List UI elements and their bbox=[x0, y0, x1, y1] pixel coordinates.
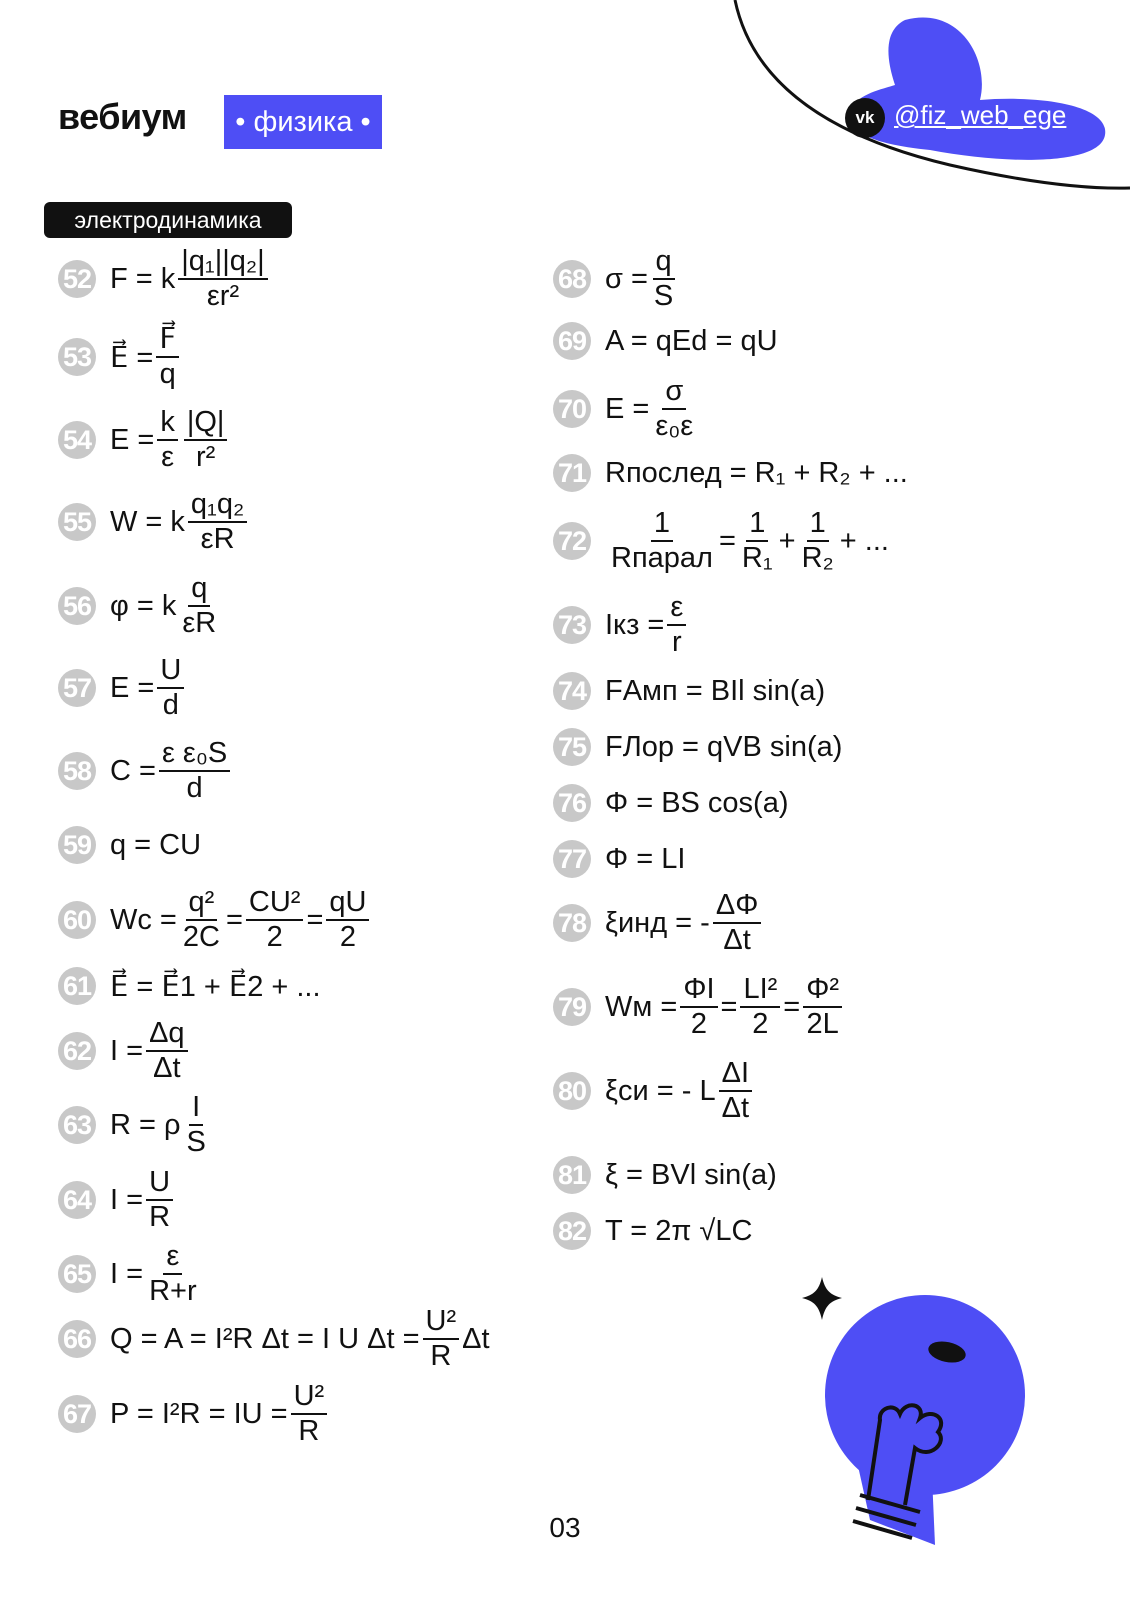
formula: I = $\frac{\varepsilon}{R+r}$ bbox=[110, 1239, 197, 1307]
formula-number: 78 bbox=[553, 904, 591, 942]
formula-number: 53 bbox=[58, 338, 96, 376]
formula-number: 71 bbox=[553, 454, 591, 492]
formula-number: 56 bbox=[58, 587, 96, 625]
formula: ξси = - L $\frac{\Delta I}{\Delta t}$ bbox=[605, 1055, 755, 1127]
formula-number: 52 bbox=[58, 260, 96, 298]
formula: Q = A = I²R Δt = I U Δt = $\frac{\text{U²}}{R}$ Δt bbox=[110, 1304, 490, 1372]
formula: E = $\frac{k}{\varepsilon}$ $\frac{|Q|}{\text{r²}}$ bbox=[110, 402, 230, 478]
formula-number: 76 bbox=[553, 784, 591, 822]
formula: Iкз = $\frac{\varepsilon}{r}$ bbox=[605, 589, 689, 661]
formula-number: 80 bbox=[553, 1072, 591, 1110]
formula-number: 57 bbox=[58, 669, 96, 707]
formula: I = $\frac{\Delta q}{\Delta t}$ bbox=[110, 1015, 191, 1087]
formula: Φ = BS cos(a) bbox=[605, 786, 789, 819]
vk-handle-link[interactable]: @fiz_web_ege bbox=[894, 100, 1067, 130]
formula: E⃗ = E⃗1 + E⃗2 + ... bbox=[110, 970, 321, 1003]
formula: Rпослед = R₁ + R₂ + ... bbox=[605, 456, 908, 489]
vk-icon[interactable]: vk bbox=[845, 98, 885, 138]
formula-number: 66 bbox=[58, 1320, 96, 1358]
formula-number: 75 bbox=[553, 728, 591, 766]
formula-number: 63 bbox=[58, 1106, 96, 1144]
formula-number: 58 bbox=[58, 752, 96, 790]
formula-number: 82 bbox=[553, 1212, 591, 1250]
formula: Wc = $\frac{\text{q²}}{2C}$ = $\frac{\text{CU²}}{2}$ = $\frac{qU}{2}$ bbox=[110, 882, 372, 958]
formula: φ = k $\frac{q}{\varepsilon R}$ bbox=[110, 571, 217, 639]
formula: $\frac{1}{\text{Rпарал}}$ = $\frac{1}{\text{R₁}}$ + $\frac{1}{\text{R₂}}$ + ... bbox=[611, 506, 889, 574]
formula: E = $\frac{U}{d}$ bbox=[110, 652, 187, 724]
formula: C = $\frac{\text{ε ε₀S}}{d}$ bbox=[110, 735, 233, 807]
formula: E = $\frac{\sigma}{\text{ε₀ε}}$ bbox=[605, 374, 694, 442]
formula: T = 2π √LC bbox=[605, 1214, 753, 1247]
brand-logo: вебиум bbox=[58, 96, 187, 137]
formula-number: 62 bbox=[58, 1032, 96, 1070]
page-number: 03 bbox=[549, 1512, 581, 1543]
formula-number: 81 bbox=[553, 1156, 591, 1194]
formula: A = qEd = qU bbox=[605, 324, 778, 357]
formula: ξ = BVl sin(a) bbox=[605, 1158, 777, 1191]
formula-number: 67 bbox=[58, 1395, 96, 1433]
subject-badge: • физика • bbox=[224, 95, 382, 149]
formula-number: 55 bbox=[58, 503, 96, 541]
formula-number: 64 bbox=[58, 1181, 96, 1219]
formula: R = ρ $\frac{I}{S}$ bbox=[110, 1090, 206, 1158]
formula: W = k $\frac{\text{q₁q₂}}{\varepsilon R}$ bbox=[110, 486, 250, 558]
section-title: электродинамика bbox=[44, 202, 292, 238]
formula: F = k $\frac{\text{|q₁||q₂|}}{\text{εr²}}$ bbox=[110, 246, 271, 312]
formula-number: 73 bbox=[553, 606, 591, 644]
formula: E⃗ = $\frac{F⃗}{q}$ bbox=[110, 318, 182, 396]
formula-number: 79 bbox=[553, 988, 591, 1026]
formula-number: 72 bbox=[553, 522, 591, 560]
formula: q = CU bbox=[110, 828, 202, 861]
formula-number: 59 bbox=[58, 826, 96, 864]
formula: Wм = $\frac{\Phi I}{2}$ = $\frac{\text{LI²}}{2}$ = $\frac{\text{Φ²}}{2L}$ bbox=[605, 970, 845, 1044]
formula: I = $\frac{U}{R}$ bbox=[110, 1164, 176, 1236]
blob-shape bbox=[850, 17, 1105, 159]
formula: FЛор = qVB sin(a) bbox=[605, 730, 843, 763]
formula-number: 70 bbox=[553, 390, 591, 428]
sparkle-icon bbox=[802, 1277, 842, 1320]
formula-number: 65 bbox=[58, 1255, 96, 1293]
formula: Φ = LI bbox=[605, 842, 686, 875]
formula-number: 69 bbox=[553, 322, 591, 360]
formula-number: 77 bbox=[553, 840, 591, 878]
formula: ξинд = - $\frac{\Delta\Phi}{\Delta t}$ bbox=[605, 887, 764, 959]
formula-number: 68 bbox=[553, 260, 591, 298]
lightbulb-icon bbox=[825, 1295, 1025, 1545]
formula: P = I²R = IU = $\frac{\text{U²}}{R}$ bbox=[110, 1377, 330, 1451]
formula-number: 54 bbox=[58, 421, 96, 459]
formula: FАмп = BIl sin(a) bbox=[605, 674, 826, 707]
formula: σ = $\frac{q}{S}$ bbox=[605, 244, 674, 312]
formula-number: 61 bbox=[58, 967, 96, 1005]
formula-number: 60 bbox=[58, 901, 96, 939]
formula-number: 74 bbox=[553, 672, 591, 710]
